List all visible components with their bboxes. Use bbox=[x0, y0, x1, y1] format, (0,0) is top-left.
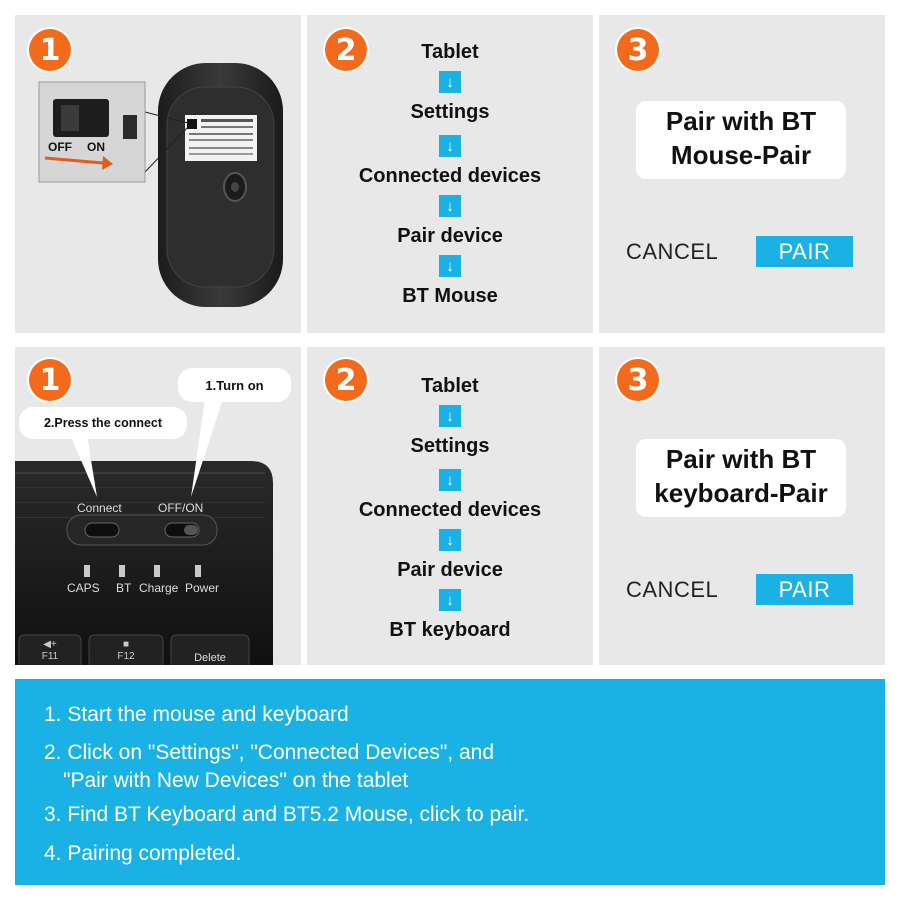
instructions-panel bbox=[15, 679, 885, 885]
led-label-bt: BT bbox=[116, 581, 132, 595]
pair-button[interactable]: PAIR bbox=[756, 236, 853, 267]
press-connect-bubble: 2.Press the connect bbox=[19, 407, 187, 439]
down-arrow-icon: ↓ bbox=[439, 255, 461, 277]
power-switch[interactable] bbox=[165, 523, 199, 537]
flow-step: Tablet bbox=[421, 375, 479, 397]
dialog-title-line: Pair with BT bbox=[665, 444, 817, 474]
connect-label: Connect bbox=[77, 501, 122, 515]
cancel-button[interactable]: CANCEL bbox=[626, 577, 719, 602]
switch-off-label: OFF bbox=[48, 140, 72, 154]
step-badge: 3 bbox=[617, 29, 659, 71]
pair-dialog-title bbox=[636, 439, 846, 517]
led-label-charge: Charge bbox=[139, 581, 179, 595]
mouse-bottom-photo bbox=[15, 15, 301, 333]
step-badge: 1 bbox=[29, 29, 71, 71]
flow-step: Connected devices bbox=[358, 499, 542, 521]
key-delete: Delete bbox=[194, 652, 226, 664]
flow-step: Settings bbox=[410, 435, 490, 457]
mouse-step3-panel bbox=[599, 15, 885, 333]
turn-on-bubble: 1.Turn on bbox=[178, 368, 291, 402]
flow-step: Tablet bbox=[421, 41, 479, 63]
pair-button[interactable]: PAIR bbox=[756, 574, 853, 605]
flow-step: BT Mouse bbox=[402, 285, 498, 307]
flow-step: Settings bbox=[410, 101, 490, 123]
led-label-power: Power bbox=[185, 581, 220, 595]
key-f12 bbox=[89, 639, 163, 662]
keyboard-step2-panel bbox=[307, 347, 593, 665]
down-arrow-icon: ↓ bbox=[439, 71, 461, 93]
dialog-title-line: Mouse-Pair bbox=[670, 140, 812, 170]
instruction-line: "Pair with New Devices" on the tablet bbox=[63, 769, 409, 792]
cancel-button[interactable]: CANCEL bbox=[626, 239, 719, 264]
connect-switch[interactable] bbox=[85, 523, 119, 537]
mouse-pairing-flow bbox=[307, 40, 593, 308]
pair-dialog-title bbox=[636, 101, 846, 179]
instruction-line: 4. Pairing completed. bbox=[44, 842, 242, 865]
flow-step: BT keyboard bbox=[389, 619, 511, 641]
down-arrow-icon: ↓ bbox=[439, 529, 461, 551]
instruction-line: 3. Find BT Keyboard and BT5.2 Mouse, click to pair. bbox=[44, 803, 530, 826]
lock-icon: ■ bbox=[122, 639, 130, 650]
mouse-step1-panel bbox=[15, 15, 301, 333]
down-arrow-icon: ↓ bbox=[439, 405, 461, 427]
flow-step: Pair device bbox=[397, 225, 503, 247]
mouse-step2-panel bbox=[307, 15, 593, 333]
keyboard-step1-panel bbox=[15, 347, 301, 665]
key-label: F11 bbox=[41, 651, 59, 662]
dialog-title-line: keyboard-Pair bbox=[654, 478, 828, 508]
switch-on-label: ON bbox=[87, 140, 105, 154]
down-arrow-icon: ↓ bbox=[439, 195, 461, 217]
instruction-line: 2. Click on "Settings", "Connected Devices", and bbox=[44, 741, 495, 764]
step-badge: 1 bbox=[29, 359, 71, 401]
keyboard-pairing-flow bbox=[307, 374, 593, 642]
flow-step: Pair device bbox=[397, 559, 503, 581]
step-badge: 3 bbox=[617, 359, 659, 401]
instruction-line: 1. Start the mouse and keyboard bbox=[44, 703, 349, 726]
led-label-caps: CAPS bbox=[67, 581, 100, 595]
down-arrow-icon: ↓ bbox=[439, 589, 461, 611]
key-label: F12 bbox=[117, 651, 135, 662]
down-arrow-icon: ↓ bbox=[439, 135, 461, 157]
step-badge: 2 bbox=[325, 29, 367, 71]
step-badge: 2 bbox=[325, 359, 367, 401]
keyboard-step3-panel bbox=[599, 347, 885, 665]
dialog-title-line: Pair with BT bbox=[665, 106, 817, 136]
volume-up-icon: ◀+ bbox=[43, 639, 57, 650]
key-f11 bbox=[19, 639, 81, 662]
down-arrow-icon: ↓ bbox=[439, 469, 461, 491]
off-on-label: OFF/ON bbox=[158, 501, 204, 515]
flow-step: Connected devices bbox=[358, 165, 542, 187]
